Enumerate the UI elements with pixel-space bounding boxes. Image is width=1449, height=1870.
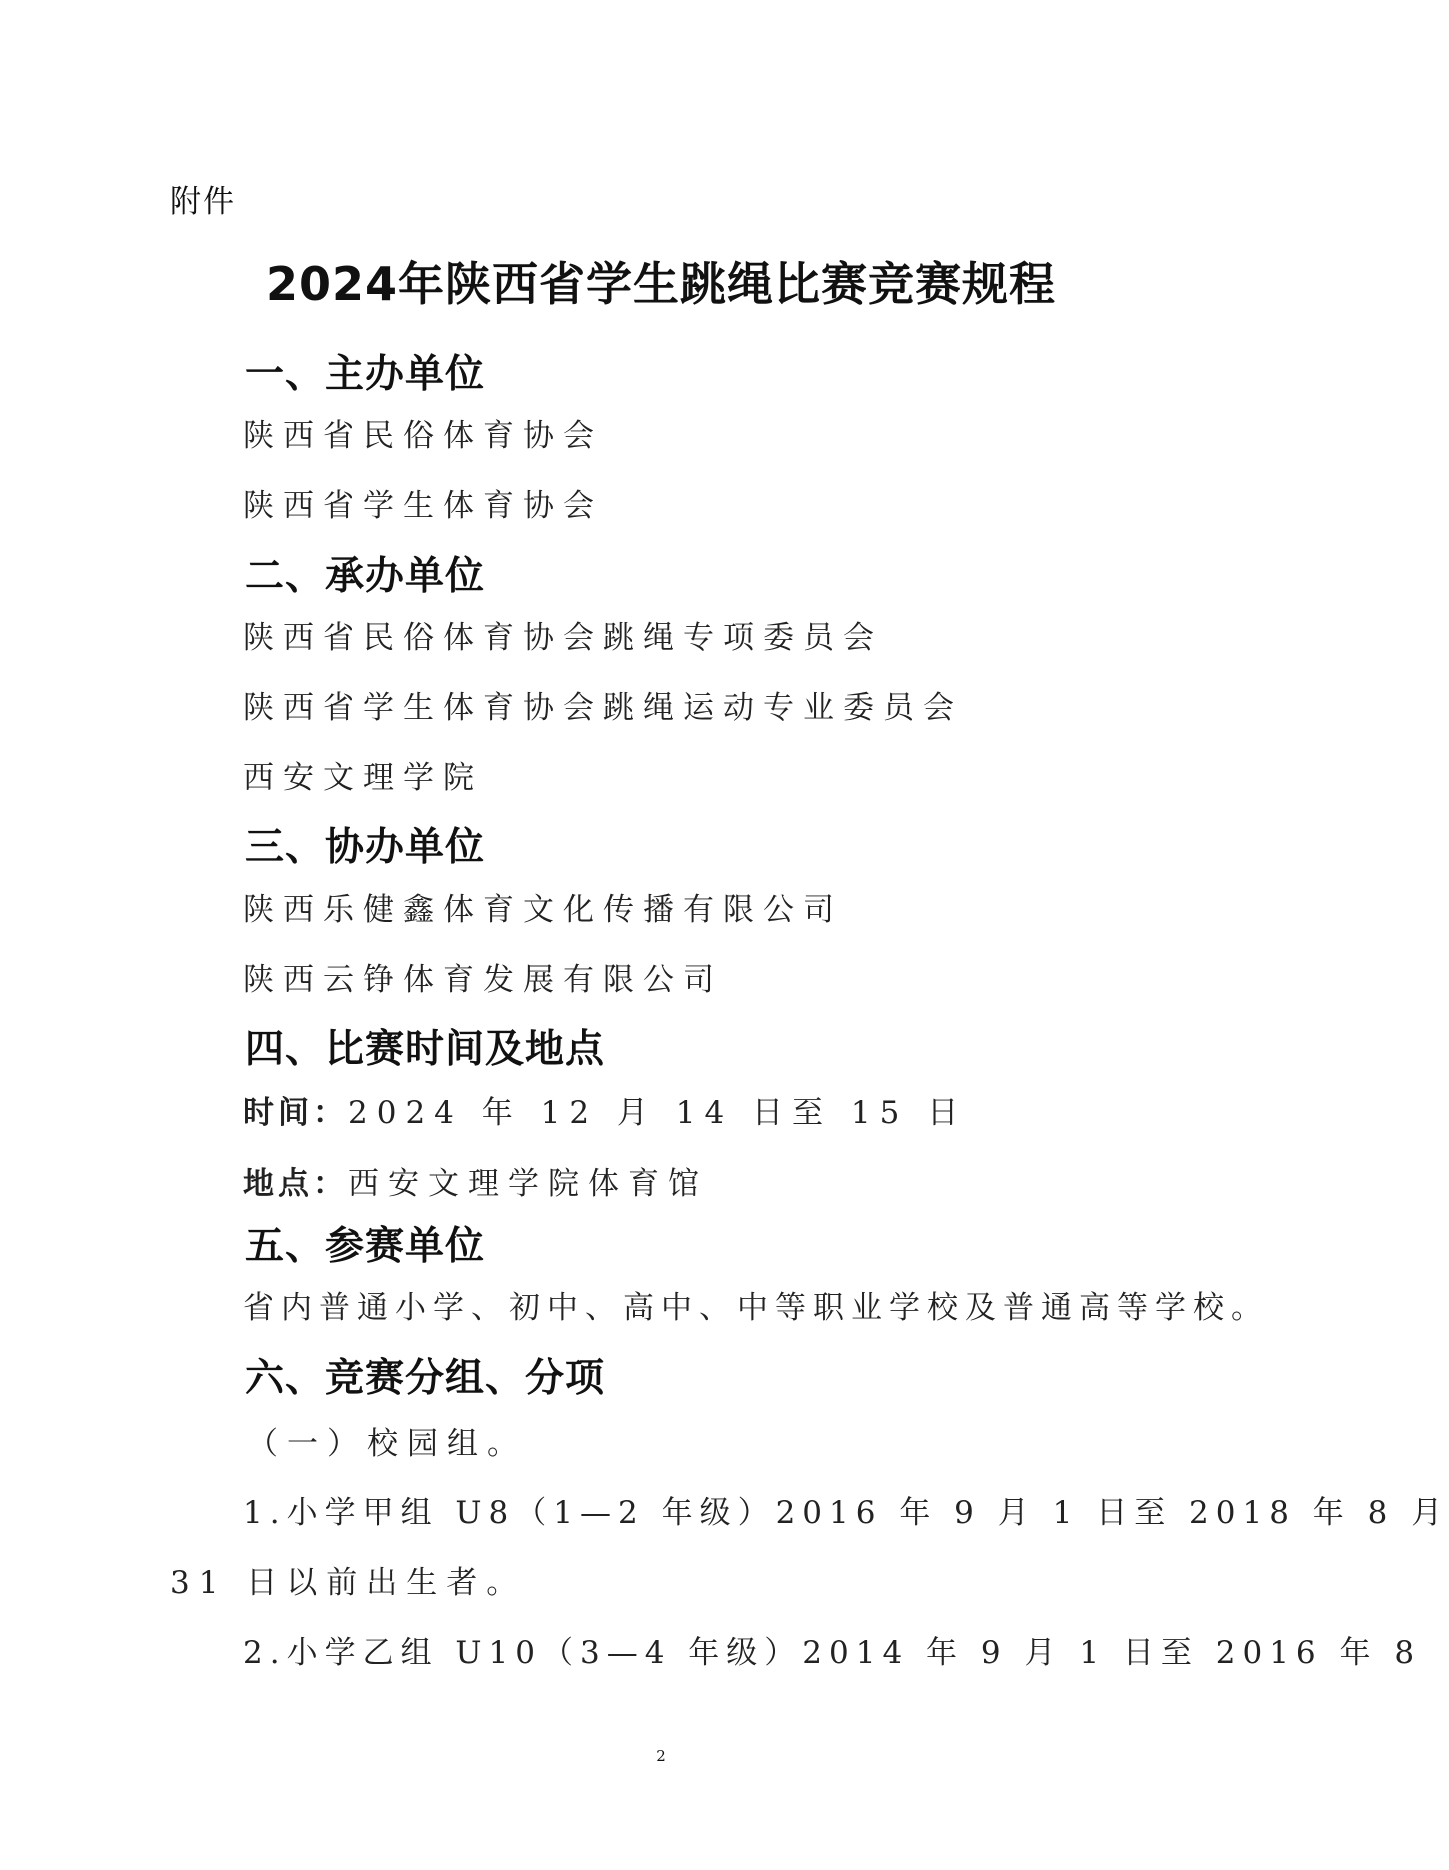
co-organizer-line: 陕西乐健鑫体育文化传播有限公司 — [243, 892, 843, 928]
organizer-line: 陕西省民俗体育协会 — [243, 418, 603, 454]
host-line: 陕西省民俗体育协会跳绳专项委员会 — [243, 620, 883, 656]
organizer-line: 陕西省学生体育协会 — [243, 488, 603, 524]
section-heading-time-place: 四、比赛时间及地点 — [245, 1027, 606, 1072]
attachment-label: 附件 — [170, 184, 236, 220]
section-heading-groups: 六、竞赛分组、分项 — [245, 1356, 606, 1401]
place-label: 地点： — [243, 1166, 348, 1202]
section-heading-co-organizer: 三、协办单位 — [245, 825, 486, 870]
time-value: 2024 年 12 月 14 日至 15 日 — [348, 1095, 968, 1131]
host-line: 西安文理学院 — [243, 760, 483, 796]
time-line — [243, 1087, 967, 1132]
place-line — [243, 1158, 708, 1203]
page-number: 2 — [656, 1747, 666, 1765]
participants-line: 省内普通小学、初中、高中、中等职业学校及普通高等学校。 — [243, 1290, 1269, 1326]
time-label: 时间： — [243, 1095, 348, 1131]
section-heading-participants: 五、参赛单位 — [245, 1224, 486, 1269]
group-line: 2.小学乙组 U10（3—4 年级）2014 年 9 月 1 日至 2016 年 8 — [243, 1635, 1422, 1671]
host-line: 陕西省学生体育协会跳绳运动专业委员会 — [243, 690, 963, 726]
group-line: 31 日以前出生者。 — [170, 1565, 527, 1601]
document-title: 2024年陕西省学生跳绳比赛竞赛规程 — [265, 257, 1057, 311]
place-value: 西安文理学院体育馆 — [348, 1166, 708, 1202]
section-heading-host: 二、承办单位 — [245, 554, 486, 599]
group-line: 1.小学甲组 U8（1—2 年级）2016 年 9 月 1 日至 2018 年 8 月 — [243, 1495, 1449, 1531]
group-line: （一）校园组。 — [247, 1426, 527, 1462]
section-heading-organizer: 一、主办单位 — [245, 352, 486, 397]
co-organizer-line: 陕西云铮体育发展有限公司 — [243, 962, 723, 998]
